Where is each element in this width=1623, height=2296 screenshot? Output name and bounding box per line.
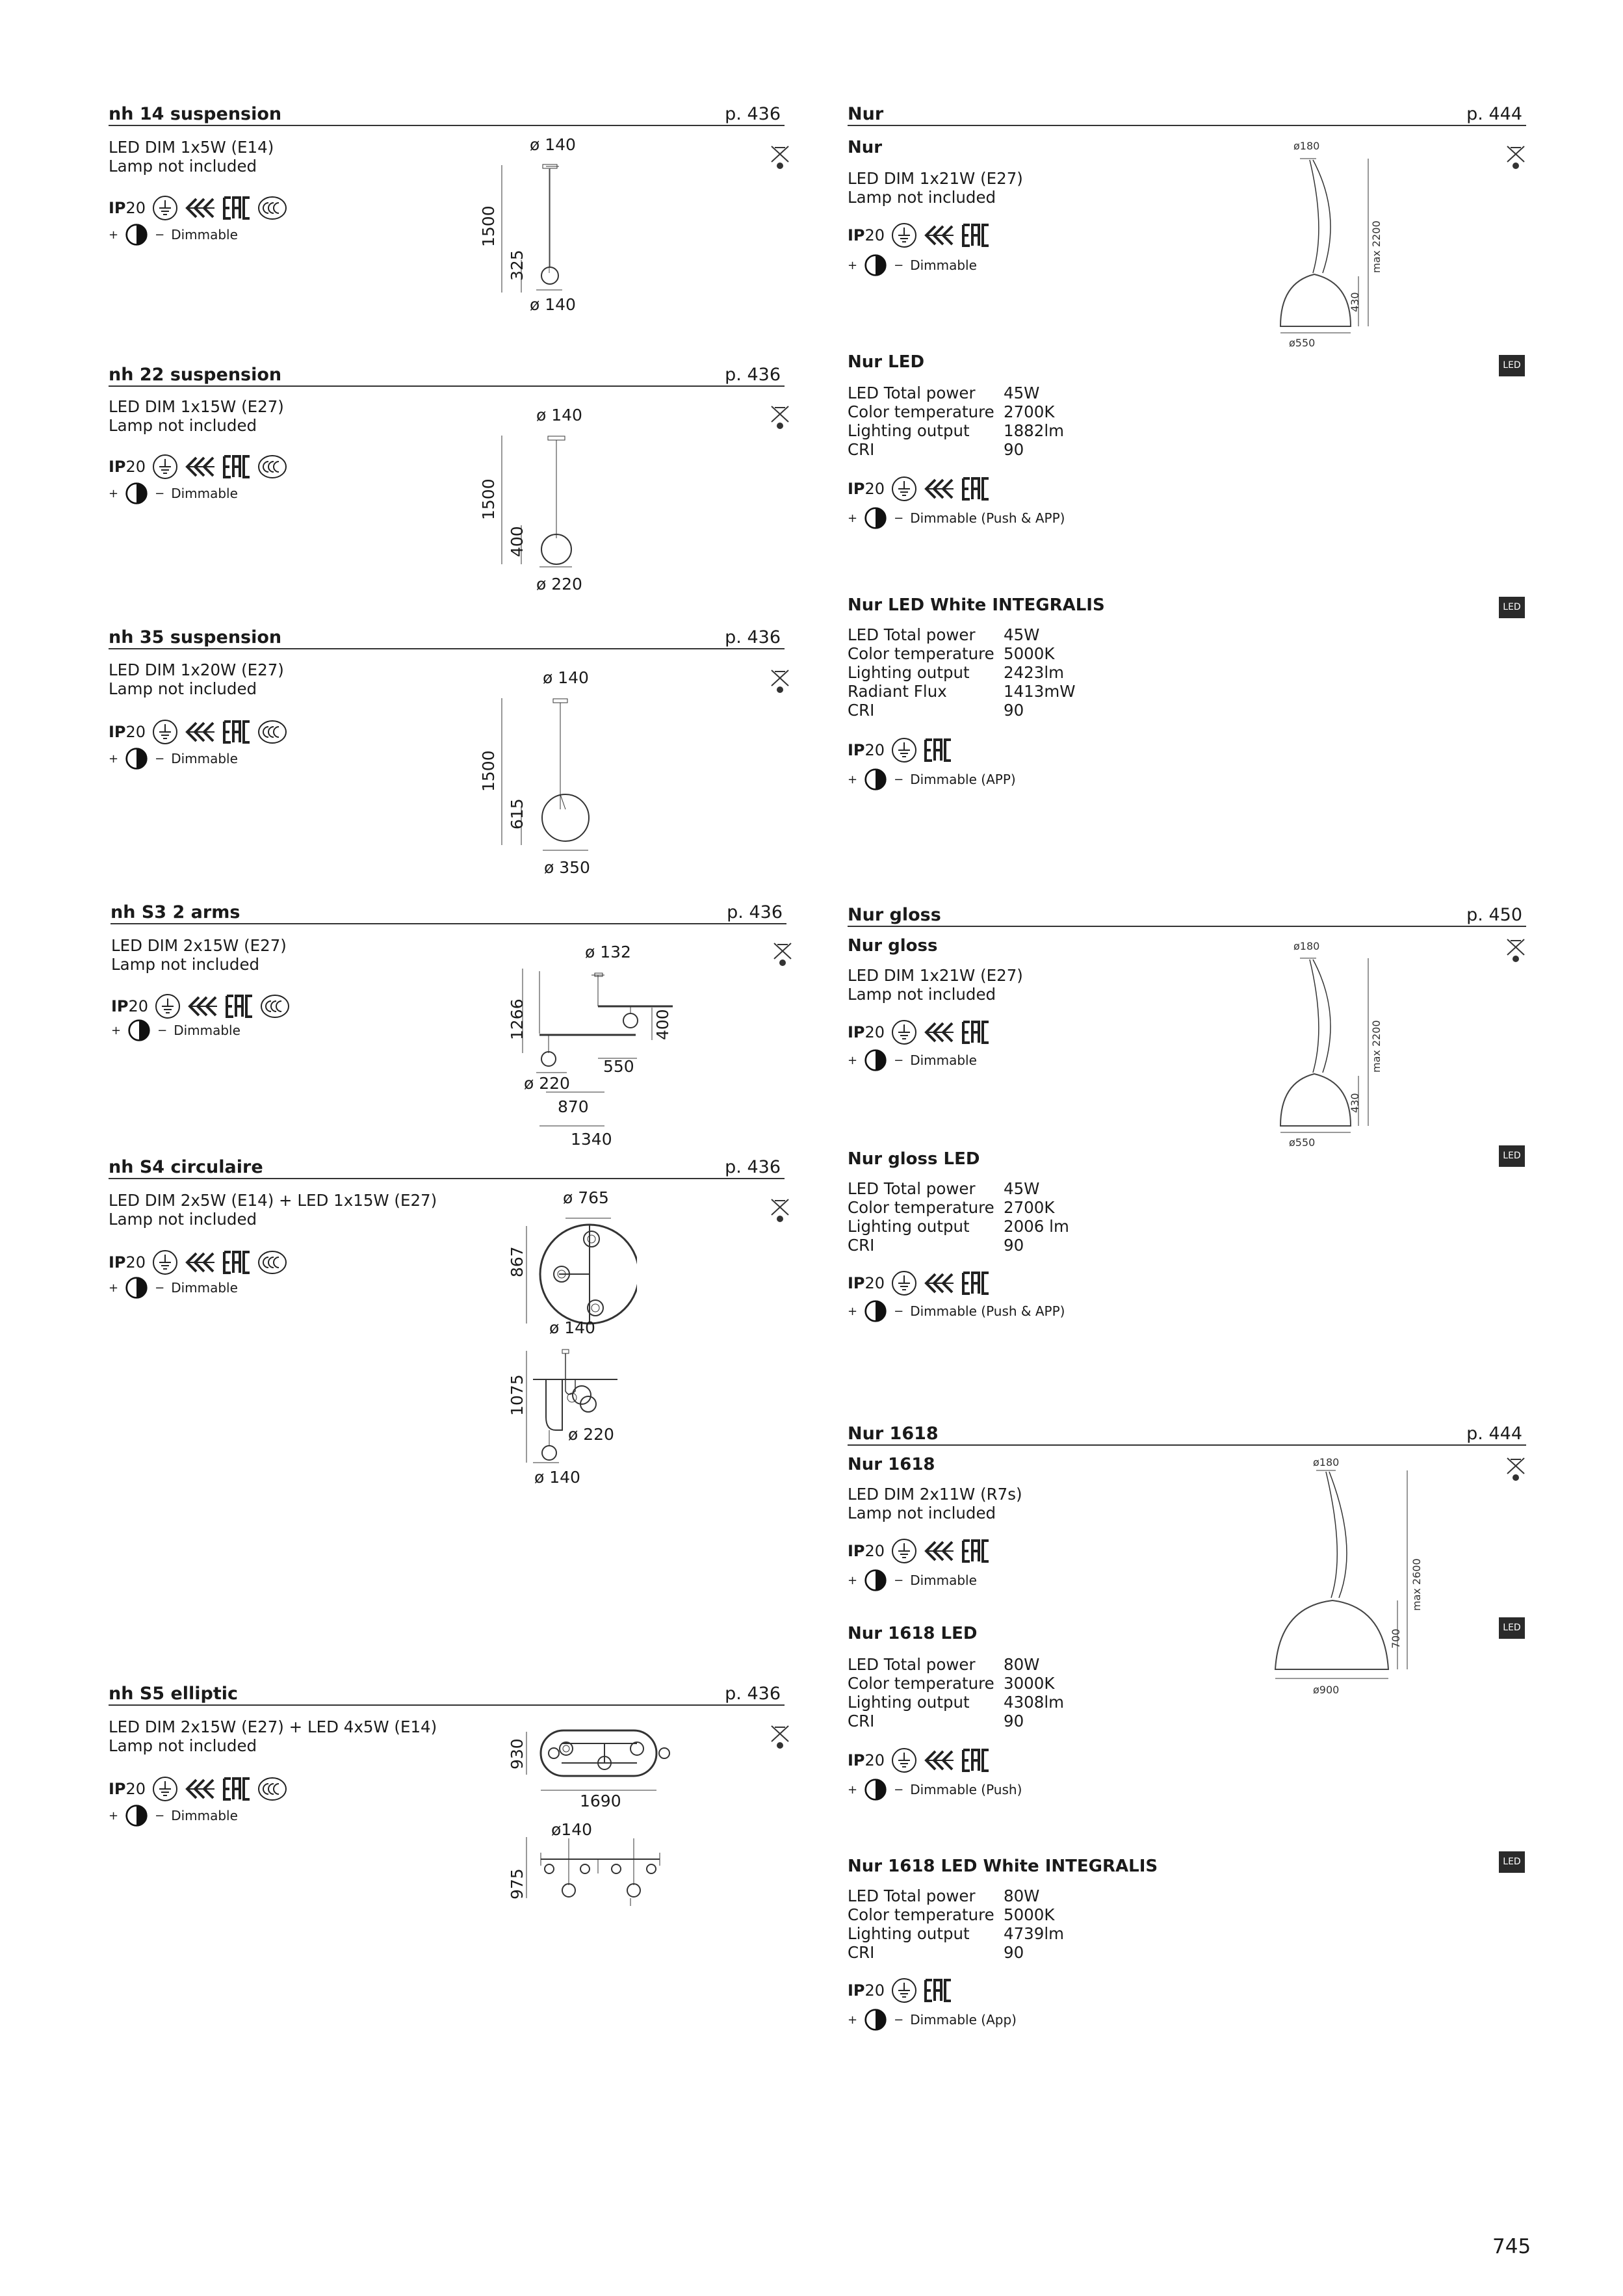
ccc-mark-icon [260, 993, 290, 1019]
page-reference: p. 444 [1466, 104, 1522, 124]
dimmer-icon [864, 254, 887, 277]
dimmer-icon [125, 1276, 148, 1299]
section-title: nh 14 suspension [109, 104, 282, 124]
dim-diameter-bottom: ø550 [1289, 1136, 1316, 1149]
dimmable-row: + − Dimmable (App) [848, 2007, 1017, 2032]
dim-ellipse-height: 930 [508, 1738, 526, 1769]
dim-arm-short: 550 [603, 1057, 634, 1076]
earth-icon [891, 476, 917, 502]
dimmable-row: + − Dimmable [848, 1568, 977, 1593]
dim-diameter-top: ø 140 [536, 406, 582, 424]
dimmable-label: Dimmable (Push & APP) [910, 1303, 1065, 1319]
spec-line: Lamp not included [848, 188, 996, 207]
dim-diameter-top: ø 132 [585, 943, 631, 961]
section-title: nh S4 circulaire [109, 1157, 263, 1177]
ip-rating: IP20 [109, 1780, 146, 1798]
section-header-nur-gloss [848, 905, 1526, 927]
dim-diameter-bottom: ø 140 [530, 295, 576, 314]
subsection-title: Nur gloss [848, 936, 938, 956]
earth-icon [891, 222, 917, 248]
dimmable-label: Dimmable [174, 1023, 240, 1038]
section-title: nh 22 suspension [109, 365, 282, 385]
eac-mark-icon [924, 737, 952, 763]
dimmable-row: + − Dimmable [848, 1048, 977, 1073]
dim-arm-long: 870 [558, 1097, 589, 1116]
dimmable-row: + − Dimmable [109, 1803, 238, 1828]
section-title: nh S5 elliptic [109, 1684, 239, 1704]
eac-mark-icon [225, 993, 253, 1019]
led-badge: LED [1499, 597, 1525, 618]
ccc-mark-icon [257, 1249, 287, 1275]
dimmable-label: Dimmable (APP) [910, 772, 1016, 787]
ip-rating: IP20 [848, 1542, 885, 1560]
cert-icons [109, 194, 287, 222]
subsection-title: Nur gloss LED [848, 1149, 980, 1169]
earth-icon [891, 1747, 917, 1773]
dim-shade-height: 430 [1349, 1093, 1361, 1113]
cert-icons [848, 736, 952, 764]
ip-rating: IP20 [848, 741, 885, 759]
cert-icons [848, 1976, 952, 2005]
cert-icons [848, 1269, 990, 1298]
page-reference: p. 436 [727, 902, 783, 922]
cert-icons [109, 1775, 287, 1803]
dimmer-icon [864, 1299, 887, 1323]
ccc-mark-icon [257, 454, 287, 480]
section-header-nhs4 [109, 1157, 785, 1179]
ip-rating: IP20 [109, 199, 146, 217]
dim-diameter-bottom: ø 350 [544, 858, 590, 877]
dimmable-row: + − Dimmable [848, 253, 977, 278]
cert-icons [848, 475, 990, 503]
dim-max-height: max 2200 [1370, 220, 1383, 273]
cert-icons [848, 1537, 990, 1565]
no-bulb-icon [1505, 144, 1526, 170]
dimmable-label: Dimmable [171, 227, 238, 242]
ip-rating: IP20 [848, 226, 885, 244]
dimmable-label: Dimmable [910, 257, 977, 273]
spec-line: LED DIM 2x5W (E14) + LED 1x15W (E27) [109, 1191, 437, 1210]
dimmable-label: Dimmable (Push) [910, 1782, 1022, 1797]
class-chevron-icon [924, 1747, 955, 1773]
dimmable-row: + − Dimmable (APP) [848, 767, 1016, 792]
drawing-nur-1618 [1267, 1463, 1423, 1697]
dimmable-row: + − Dimmable (Push & APP) [848, 1299, 1065, 1324]
cert-icons [109, 452, 287, 481]
ip-rating: IP20 [848, 480, 885, 498]
no-bulb-icon [770, 144, 790, 170]
ip-rating: IP20 [109, 723, 146, 741]
dim-diameter-ring: ø 765 [563, 1188, 609, 1207]
dim-total-height: 1500 [479, 478, 498, 520]
class-chevron-icon [924, 1538, 955, 1564]
dim-height: 1266 [508, 998, 526, 1040]
class-chevron-icon [185, 1249, 216, 1275]
eac-mark-icon [222, 1249, 251, 1275]
earth-icon [152, 454, 178, 480]
section-title: Nur gloss [848, 905, 941, 925]
spec-line: Lamp not included [848, 1504, 996, 1522]
dimmer-icon [125, 223, 148, 246]
dimmable-label: Dimmable [171, 1808, 238, 1823]
earth-icon [152, 1249, 178, 1275]
spec-line: Lamp not included [109, 679, 257, 698]
subsection-title: Nur LED White INTEGRALIS [848, 595, 1105, 615]
cert-icons [109, 718, 287, 746]
dim-diameter-top: ø180 [1313, 1456, 1340, 1468]
dim-diameter-bottom: ø550 [1289, 337, 1316, 349]
dimmer-icon [125, 1804, 148, 1827]
dimmer-icon [125, 747, 148, 770]
dim-diameter-bottom: ø 220 [536, 575, 582, 594]
section-title: nh S3 2 arms [110, 902, 240, 922]
spec-line: LED DIM 2x15W (E27) [111, 936, 287, 955]
cert-icons [111, 992, 290, 1021]
dim-diameter-bottom: ø900 [1313, 1684, 1340, 1696]
spec-line: Lamp not included [109, 157, 257, 176]
dimmable-row: + − Dimmable [111, 1018, 240, 1043]
dim-side-height: 1075 [508, 1374, 526, 1416]
subsection-title: Nur LED [848, 352, 925, 372]
ccc-mark-icon [257, 1776, 287, 1802]
dim-diameter-top: ø180 [1293, 140, 1320, 152]
subsection-title: Nur 1618 LED White INTEGRALIS [848, 1857, 1158, 1876]
eac-mark-icon [961, 1747, 990, 1773]
dim-diameter-canopy: ø140 [551, 1820, 593, 1839]
page-reference: p. 436 [725, 627, 781, 647]
dimmer-icon [864, 1569, 887, 1592]
dim-shade-height: 430 [1349, 292, 1361, 312]
dimmable-row: + − Dimmable [109, 1275, 238, 1300]
section-title: Nur [848, 104, 884, 124]
earth-icon [152, 719, 178, 745]
page-reference: p. 436 [725, 104, 781, 124]
dim-diameter-bottom: ø 220 [524, 1074, 570, 1093]
class-chevron-icon [924, 476, 955, 502]
dimmer-icon [864, 2008, 887, 2031]
led-badge: LED [1499, 1617, 1525, 1639]
spec-line: Lamp not included [109, 1210, 257, 1229]
no-bulb-icon [1505, 937, 1526, 963]
dimmable-row: + − Dimmable (Push & APP) [848, 506, 1065, 530]
eac-mark-icon [961, 1019, 990, 1045]
dimmable-label: Dimmable [171, 486, 238, 501]
earth-icon [891, 737, 917, 763]
section-header-nur-1618 [848, 1424, 1526, 1446]
dimmable-row: + − Dimmable [109, 746, 238, 771]
dim-shade-height: 325 [508, 250, 526, 281]
dimmable-label: Dimmable [910, 1572, 977, 1588]
ip-rating: IP20 [111, 997, 149, 1015]
page-reference: p. 436 [725, 1684, 781, 1704]
section-title: nh 35 suspension [109, 627, 282, 647]
cert-icons [109, 1248, 287, 1277]
dimmable-label: Dimmable [910, 1052, 977, 1068]
page-reference: p. 450 [1466, 905, 1522, 925]
dimmer-icon [864, 768, 887, 791]
eac-mark-icon [961, 1270, 990, 1296]
dim-shade-height: 700 [1390, 1628, 1402, 1649]
class-chevron-icon [924, 1019, 955, 1045]
dim-total-height: 1500 [479, 205, 498, 247]
dim-ellipse-width: 1690 [580, 1792, 621, 1810]
section-title: Nur 1618 [848, 1424, 939, 1444]
subsection-title: Nur [848, 138, 883, 157]
dim-diameter-top: ø 140 [543, 668, 589, 687]
cert-icons [848, 1746, 990, 1775]
section-header-nh14 [109, 104, 785, 126]
dimmer-icon [127, 1019, 151, 1042]
class-chevron-icon [185, 1776, 216, 1802]
dim-total-height: 1500 [479, 750, 498, 792]
cert-icons [848, 1018, 990, 1047]
dimmable-label: Dimmable [171, 751, 238, 766]
section-header-nur [848, 104, 1526, 126]
class-chevron-icon [924, 222, 955, 248]
dim-max-height: max 2600 [1410, 1558, 1423, 1611]
subsection-title: Nur 1618 [848, 1455, 935, 1474]
eac-mark-icon [961, 1538, 990, 1564]
cert-icons [848, 221, 990, 250]
section-header-nhs3 [110, 902, 786, 924]
ip-rating: IP20 [848, 1981, 885, 2000]
dimmable-label: Dimmable (Push & APP) [910, 510, 1065, 526]
earth-icon [891, 1270, 917, 1296]
class-chevron-icon [185, 719, 216, 745]
eac-mark-icon [222, 1776, 251, 1802]
subsection-title: Nur 1618 LED [848, 1624, 978, 1643]
dim-max-height: max 2200 [1370, 1020, 1383, 1073]
spec-line: LED DIM 1x20W (E27) [109, 660, 284, 679]
ip-rating: IP20 [848, 1751, 885, 1769]
drawing-nh35 [494, 689, 598, 858]
dim-diameter-top: ø 140 [530, 135, 576, 154]
ccc-mark-icon [257, 719, 287, 745]
dimmable-row: + − Dimmable [109, 222, 238, 247]
no-bulb-icon [770, 1197, 790, 1223]
no-bulb-icon [1505, 1456, 1526, 1482]
spec-line: LED DIM 1x5W (E14) [109, 138, 274, 157]
earth-icon [891, 1538, 917, 1564]
eac-mark-icon [222, 454, 251, 480]
section-header-nhs5 [109, 1684, 785, 1706]
spec-line: Lamp not included [111, 955, 260, 974]
spec-line: Lamp not included [109, 416, 257, 435]
section-header-nh22 [109, 365, 785, 387]
no-bulb-icon [770, 404, 790, 430]
page-number: 745 [1492, 2235, 1531, 2258]
spec-line: LED DIM 2x11W (R7s) [848, 1485, 1022, 1504]
ip-rating: IP20 [109, 458, 146, 476]
page-reference: p. 444 [1466, 1424, 1522, 1444]
eac-mark-icon [961, 476, 990, 502]
ip-rating: IP20 [848, 1274, 885, 1292]
class-chevron-icon [185, 454, 216, 480]
spec-line: LED DIM 1x21W (E27) [848, 169, 1023, 188]
dim-shade-height: 615 [508, 798, 526, 829]
dimmable-row: + − Dimmable (Push) [848, 1777, 1022, 1802]
dimmable-label: Dimmable (App) [910, 2012, 1017, 2028]
earth-icon [152, 1776, 178, 1802]
dimmer-icon [864, 1049, 887, 1072]
no-bulb-icon [770, 668, 790, 694]
dim-ring-height: 867 [508, 1246, 526, 1277]
dim-shade-height: 400 [508, 526, 526, 557]
no-bulb-icon [770, 1724, 790, 1750]
no-bulb-icon [772, 941, 793, 967]
earth-icon [152, 195, 178, 221]
eac-mark-icon [961, 222, 990, 248]
ccc-mark-icon [257, 195, 287, 221]
led-badge: LED [1499, 1851, 1525, 1873]
dimmer-icon [864, 1778, 887, 1801]
dimmable-row: + − Dimmable [109, 481, 238, 506]
class-chevron-icon [187, 993, 218, 1019]
eac-mark-icon [222, 719, 251, 745]
page-reference: p. 436 [725, 1157, 781, 1177]
eac-mark-icon [222, 195, 251, 221]
earth-icon [891, 1977, 917, 2003]
spec-line: LED DIM 2x15W (E27) + LED 4x5W (E14) [109, 1717, 437, 1736]
led-badge: LED [1499, 355, 1525, 376]
spec-line: LED DIM 1x21W (E27) [848, 966, 1023, 985]
page-reference: p. 436 [725, 365, 781, 385]
class-chevron-icon [185, 195, 216, 221]
dim-diameter-canopy: ø 140 [549, 1318, 595, 1337]
spec-line: LED DIM 1x15W (E27) [109, 397, 284, 416]
drawing-nhs3 [507, 956, 689, 1144]
dim-diameter-small: ø 140 [534, 1468, 580, 1487]
eac-mark-icon [924, 1977, 952, 2003]
section-header-nh35 [109, 627, 785, 649]
spec-line: Lamp not included [109, 1736, 257, 1755]
dim-overall-width: 1340 [571, 1130, 612, 1149]
dimmable-label: Dimmable [171, 1280, 238, 1296]
ip-rating: IP20 [848, 1023, 885, 1041]
dimmer-icon [125, 482, 148, 505]
dimmer-icon [864, 506, 887, 530]
dim-arm-drop: 400 [653, 1009, 672, 1040]
class-chevron-icon [924, 1270, 955, 1296]
dim-diameter-large: ø 220 [568, 1425, 614, 1444]
earth-icon [155, 993, 181, 1019]
spec-line: Lamp not included [848, 985, 996, 1004]
dim-side-height: 975 [508, 1868, 526, 1899]
dim-diameter-top: ø180 [1293, 940, 1320, 952]
ip-rating: IP20 [109, 1253, 146, 1272]
led-badge: LED [1499, 1145, 1525, 1167]
earth-icon [891, 1019, 917, 1045]
